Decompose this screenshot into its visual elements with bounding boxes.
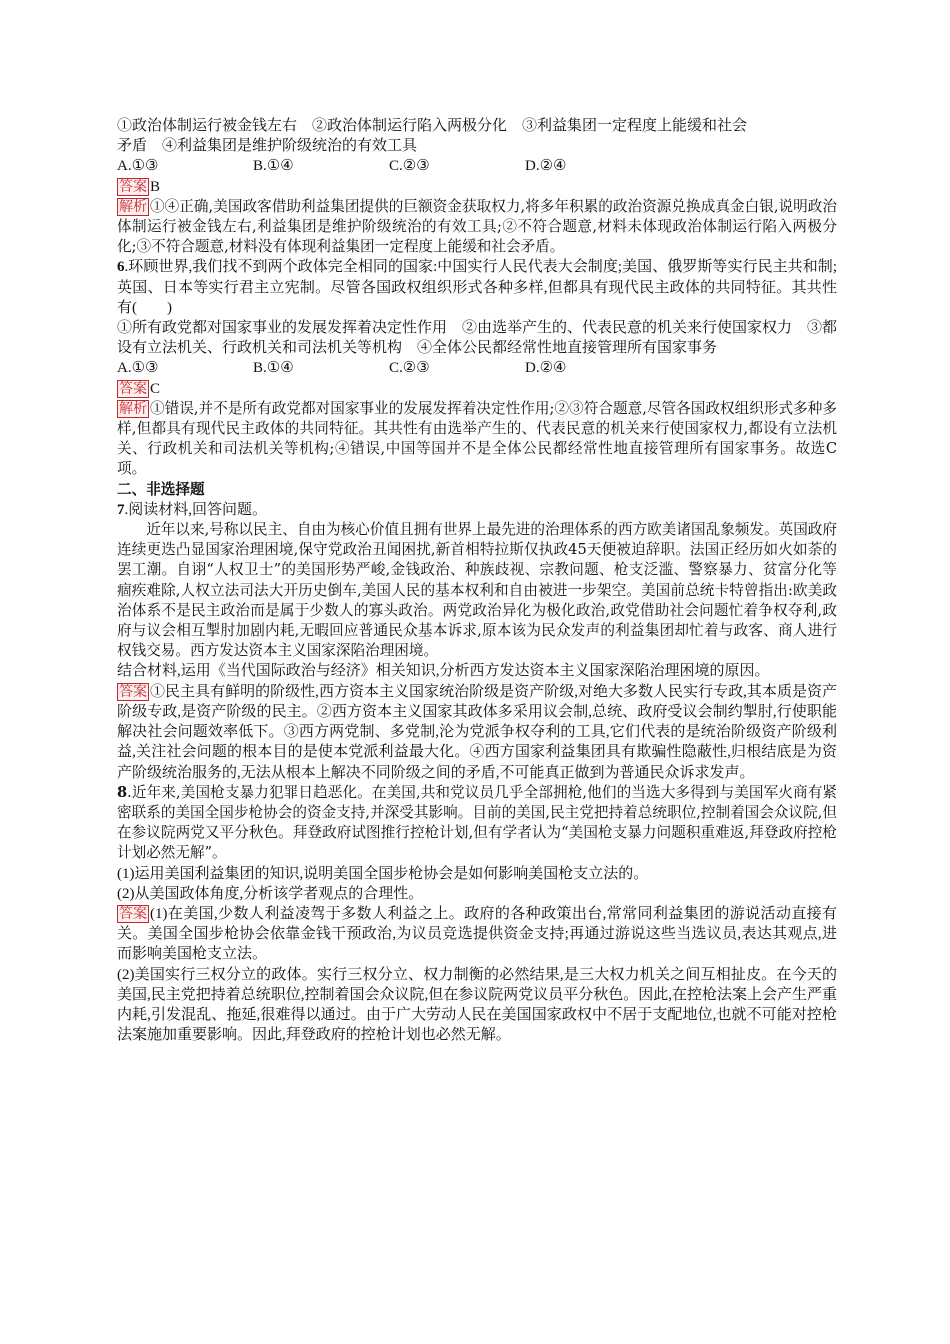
- q8-stem-text: .近年来,美国枪支暴力犯罪日趋恶化。在美国,共和党议员几乎全部拥枪,他们的当选大多得到与美国军火商有紧密联系的美国全国步枪协会的资金支持,并深受其影响。目前的美国,民主党把持着总统职位,控制着国会众议院,但在参议院两党又平分秋色。拜登政府试图推行控枪计划,但有学者认为“美国枪支暴力问题积重难返,拜登政府控枪计划必然无解”。: [117, 783, 837, 862]
- q8-number: 8: [117, 783, 128, 801]
- q5-option-b: B.①④: [253, 158, 294, 175]
- answer-tag: 答案: [119, 178, 147, 195]
- section-heading: 二、非选择题: [117, 480, 205, 498]
- q5-options: [117, 156, 837, 176]
- q6-number: 6: [117, 259, 125, 276]
- q6-stem-text: .环顾世界,我们找不到两个政体完全相同的国家:中国实行人民代表大会制度;美国、俄罗斯等实行民主共和制;英国、日本等实行君主立宪制。尽管各国政权组织形式各种多样,但都具有现代民主政体的共同特征。其共性有( ): [117, 259, 837, 316]
- q7-question: 结合材料,运用《当代国际政治与经济》相关知识,分析西方发达资本主义国家深陷治理困境的原因。: [117, 663, 770, 680]
- q8-subquestion-2: (2)从美国政体角度,分析该学者观点的合理性。: [117, 885, 424, 902]
- q5-analysis-text: ①④正确,美国政客借助利益集团提供的巨额资金获取权力,将多年积累的政治资源兑换成真金白银,说明政治体制运行被金钱左右,利益集团是维护阶级统治的有效工具;②不符合题意,材料未体现政治体制运行陷入两极分化;③不符合题意,材料没有体现利益集团一定程度上能缓和社会矛盾。: [117, 197, 837, 256]
- q5-answer-value: B: [150, 178, 161, 195]
- q6-option-c: C.②③: [389, 360, 430, 377]
- q8-answer-1: [117, 904, 837, 965]
- q6-option-d: D.②④: [525, 360, 567, 377]
- q6-choices: ①所有政党都对国家事业的发展发挥着决定性作用 ②由选举产生的、代表民意的机关来行使国家权力 ③都设有立法机关、行政机关和司法机关等机构 ④全体公民都经常性地直接管理所有国家事务: [117, 320, 838, 357]
- q6-option-a: A.①③: [117, 360, 159, 377]
- q5-analysis: [117, 197, 837, 258]
- q7-stem: [117, 500, 837, 520]
- q8-subquestion-1: (1)运用美国利益集团的知识,说明美国全国步枪协会是如何影响美国枪支立法的。: [117, 865, 649, 882]
- q5-option-d: D.②④: [525, 158, 567, 175]
- q6-analysis: [117, 399, 837, 480]
- q7-material: 近年以来,号称以民主、自由为核心价值且拥有世界上最先进的治理体系的西方欧美诸国乱象频发。英国政府连续更迭凸显国家治理困境,保守党政治丑闻困扰,新首相特拉斯仅执政45天便被迫辞职。法国正经历如火如荼的罢工潮。自诩“人权卫士”的美国形势严峻,金钱政治、种族歧视、宗教问题、枪支泛滥、警察暴力、贫富分化等痼疾难除,人权立法司法大开历史倒车,美国人民的基本权利和自由被进一步架空。美国前总统卡特曾指出:欧美政治体系不是民主政治而是属于少数人的寡头政治。两党政治异化为极化政治,政党借助社会问题忙着争权夺利,政府与议会相互掣肘加剧内耗,无暇回应普通民众基本诉求,原本该为民众发声的利益集团却忙着与政客、商人进行权钱交易。西方发达资本主义国家深陷治理困境。: [117, 521, 837, 660]
- q6-options: [117, 358, 837, 378]
- q8-answer-2: (2)美国实行三权分立的政体。实行三权分立、权力制衡的必然结果,是三大权力机关之间互相扯皮。在今天的美国,民主党把持着总统职位,控制着国会众议院,但在参议院两党议员平分秋色。因此,在控枪法案上会产生严重内耗,引发混乱、拖延,很难得以通过。由于广大劳动人民在美国国家政权中不居于支配地位,也就不可能对控枪法案施加重要影响。因此,拜登政府的控枪计划也必然无解。: [117, 966, 838, 1044]
- q6-analysis-text: ①错误,并不是所有政党都对国家事业的发展发挥着决定性作用;②③符合题意,尽管各国政权组织形式多种多样,但都具有现代民主政体的共同特征。其共性有由选举产生的、代表民意的机关来行使国家权力,都设有立法机关、行政机关和司法机关等机构;④错误,中国等国并不是全体公民都经常性地直接管理所有国家事务。故选C项。: [117, 399, 837, 478]
- q5-option-a: A.①③: [117, 158, 159, 175]
- q5-option-c: C.②③: [389, 158, 430, 175]
- q8-stem: [117, 783, 837, 864]
- q7-answer: [117, 682, 837, 783]
- analysis-tag: 解析: [119, 400, 147, 417]
- q7-answer-text: ①民主具有鲜明的阶级性,西方资本主义国家统治阶级是资产阶级,对绝大多数人民实行专政,其本质是资产阶级专政,是资产阶级的民主。②西方资本主义国家其政体多采用议会制,总统、政府受议会制约掣肘,行使职能解决社会问题效率低下。③西方两党制、多党制,沦为党派争权夺利的工具,它们代表的是统治阶级资产阶级利益,关注社会问题的根本目的是使本党派利益最大化。④西方国家利益集团具有欺骗性隐蔽性,归根结底是为资产阶级统治服务的,无法从根本上解决不同阶级之间的矛盾,不可能真正做到为普通民众诉求发声。: [117, 683, 837, 781]
- q6-answer-value: C: [150, 380, 161, 397]
- q7-stem-text: .阅读材料,回答问题。: [124, 501, 268, 518]
- q5-answer: [117, 177, 837, 197]
- q6-stem: [117, 257, 837, 318]
- q5-choices-line2: 矛盾 ④利益集团是维护阶级统治的有效工具: [117, 138, 418, 155]
- q6-answer: [117, 379, 837, 399]
- answer-tag: 答案: [119, 380, 147, 397]
- q6-option-b: B.①④: [253, 360, 294, 377]
- q7-number: 7: [117, 501, 125, 518]
- q5-choices-line1: ①政治体制运行被金钱左右 ②政治体制运行陷入两极分化 ③利益集团一定程度上能缓和社会: [117, 118, 748, 134]
- q8-answer-1-text: (1)在美国,少数人利益凌驾于多数人利益之上。政府的各种政策出台,常常同利益集团的游说活动直接有关。美国全国步枪协会依靠金钱干预政治,为议员竞选提供资金支持;再通过游说这些当选议员,表达其观点,进而影响美国枪支立法。: [117, 905, 837, 963]
- document-page: [117, 116, 837, 1045]
- answer-tag: 答案: [119, 683, 147, 700]
- answer-tag: 答案: [119, 905, 147, 922]
- analysis-tag: 解析: [119, 198, 147, 215]
